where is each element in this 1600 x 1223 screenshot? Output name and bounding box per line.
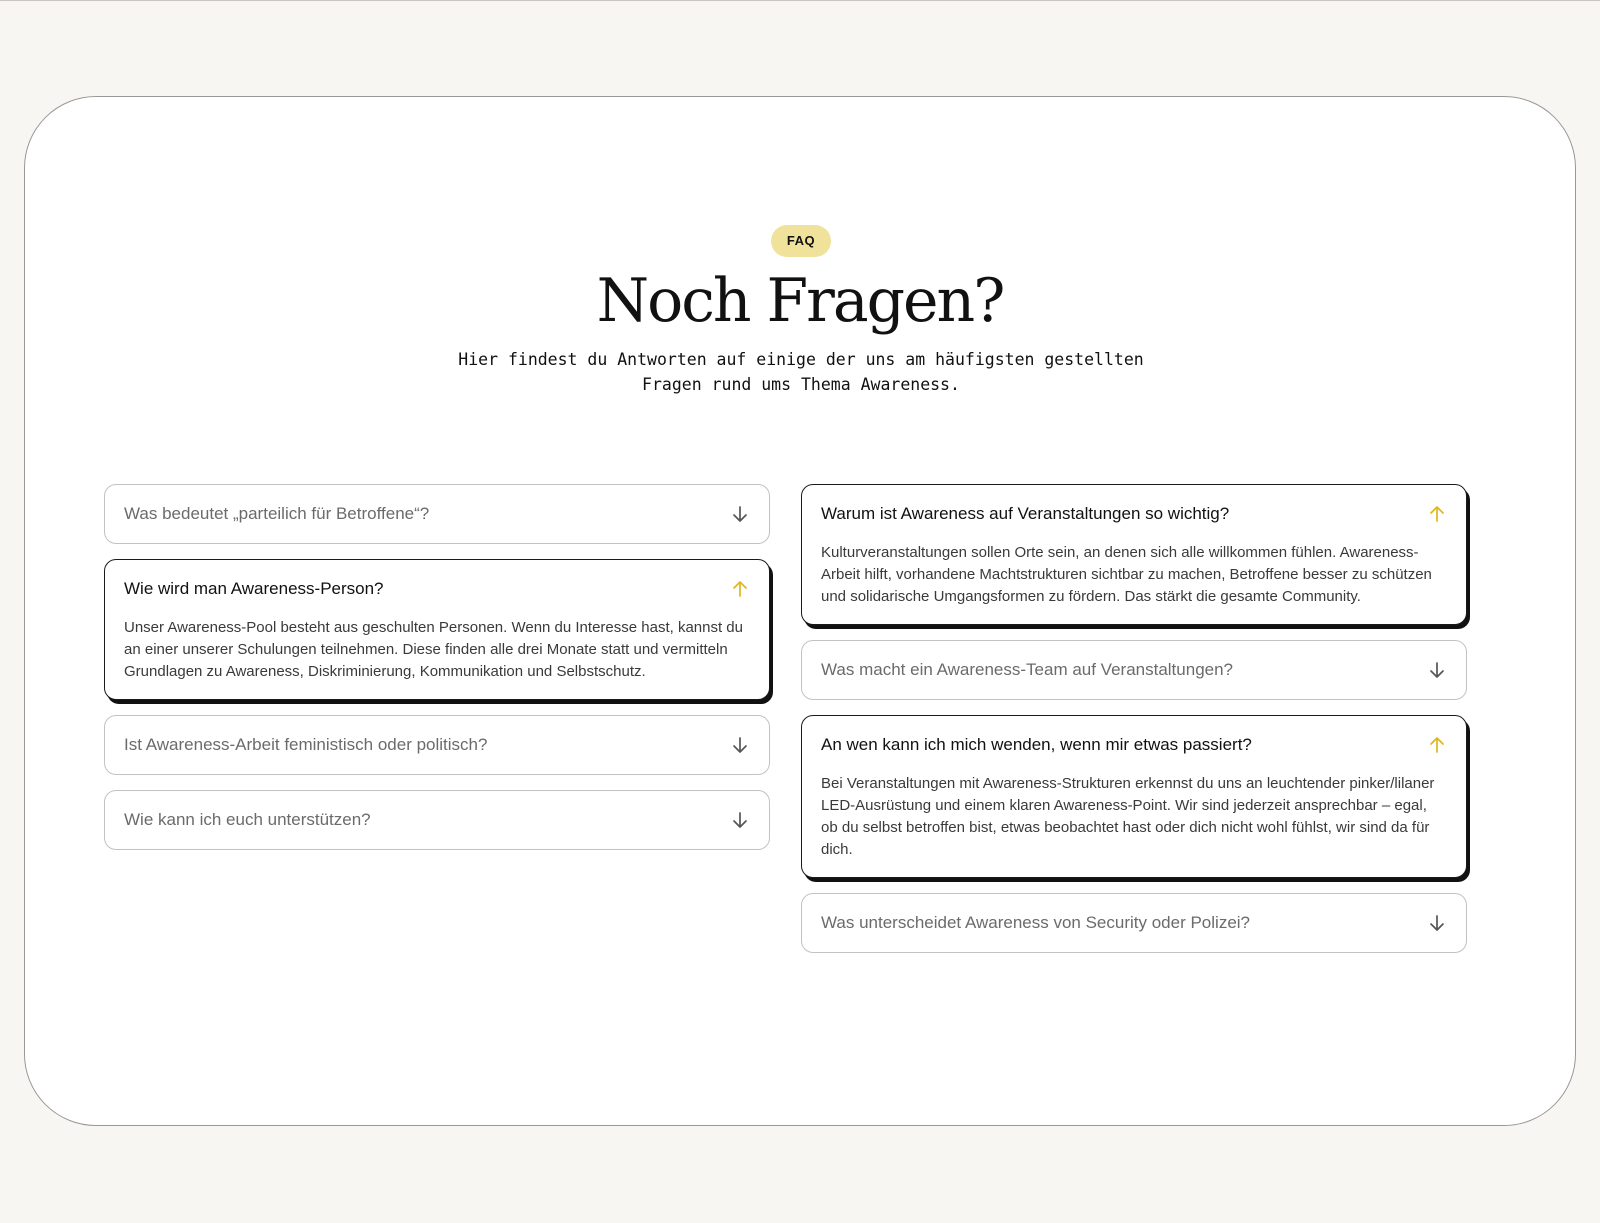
faq-answer: Unser Awareness-Pool besteht aus geschulten Personen. Wenn du Interesse hast, kannst du an einer unserer Schulungen teilnehmen. Diese finden alle drei Monate statt und vermitteln Grundlagen zu Awareness, Diskriminierung, Kommunikation und Selbstschutz. (124, 619, 743, 680)
faq-question[interactable]: Was unterscheidet Awareness von Security oder Polizei? (802, 894, 1466, 951)
faq-card (24, 96, 1576, 1126)
faq-item[interactable] (104, 484, 770, 544)
faq-question[interactable]: Was macht ein Awareness-Team auf Veranstaltungen? (802, 641, 1466, 698)
page-subtitle: Hier findest du Antworten auf einige der uns am häufigsten gestellten Fragen rund ums Thema Awareness. (458, 350, 1144, 394)
faq-item[interactable] (801, 640, 1467, 700)
page-title: Noch Fragen? (596, 266, 1004, 336)
faq-badge: FAQ (771, 225, 831, 257)
faq-column-right (801, 484, 1467, 968)
faq-column-left (104, 484, 770, 865)
top-divider (0, 0, 1600, 1)
faq-item[interactable] (801, 484, 1467, 625)
faq-item[interactable] (104, 715, 770, 775)
faq-item[interactable] (801, 893, 1467, 953)
faq-item[interactable] (104, 790, 770, 850)
faq-question[interactable]: Ist Awareness-Arbeit feministisch oder politisch? (105, 716, 769, 773)
faq-question[interactable]: Wie wird man Awareness-Person? (105, 560, 769, 617)
faq-question[interactable]: Wie kann ich euch unterstützen? (105, 791, 769, 848)
faq-item[interactable] (801, 715, 1467, 878)
faq-question[interactable]: Warum ist Awareness auf Veranstaltungen so wichtig? (802, 485, 1466, 542)
faq-question[interactable]: An wen kann ich mich wenden, wenn mir etwas passiert? (802, 716, 1466, 773)
faq-question[interactable]: Was bedeutet „parteilich für Betroffene“? (105, 485, 769, 542)
faq-answer: Kulturveranstaltungen sollen Orte sein, an denen sich alle willkommen fühlen. Awareness-Arbeit hilft, vorhandene Machtstrukturen sichtbar zu machen, Betroffene besser zu schützen und solidarische Umgangsformen zu fördern. Das stärkt die gesamte Community. (821, 544, 1432, 605)
faq-answer: Bei Veranstaltungen mit Awareness-Strukturen erkennst du uns an leuchtender pinker/lilaner LED-Ausrüstung und einem klaren Awareness-Point. Wir sind jederzeit ansprechbar – egal, ob du selbst betroffen bist, etwas beobachtet hast oder dich nicht wohl fühlst, wir sind da für dich. (821, 775, 1435, 858)
faq-item[interactable] (104, 559, 770, 700)
